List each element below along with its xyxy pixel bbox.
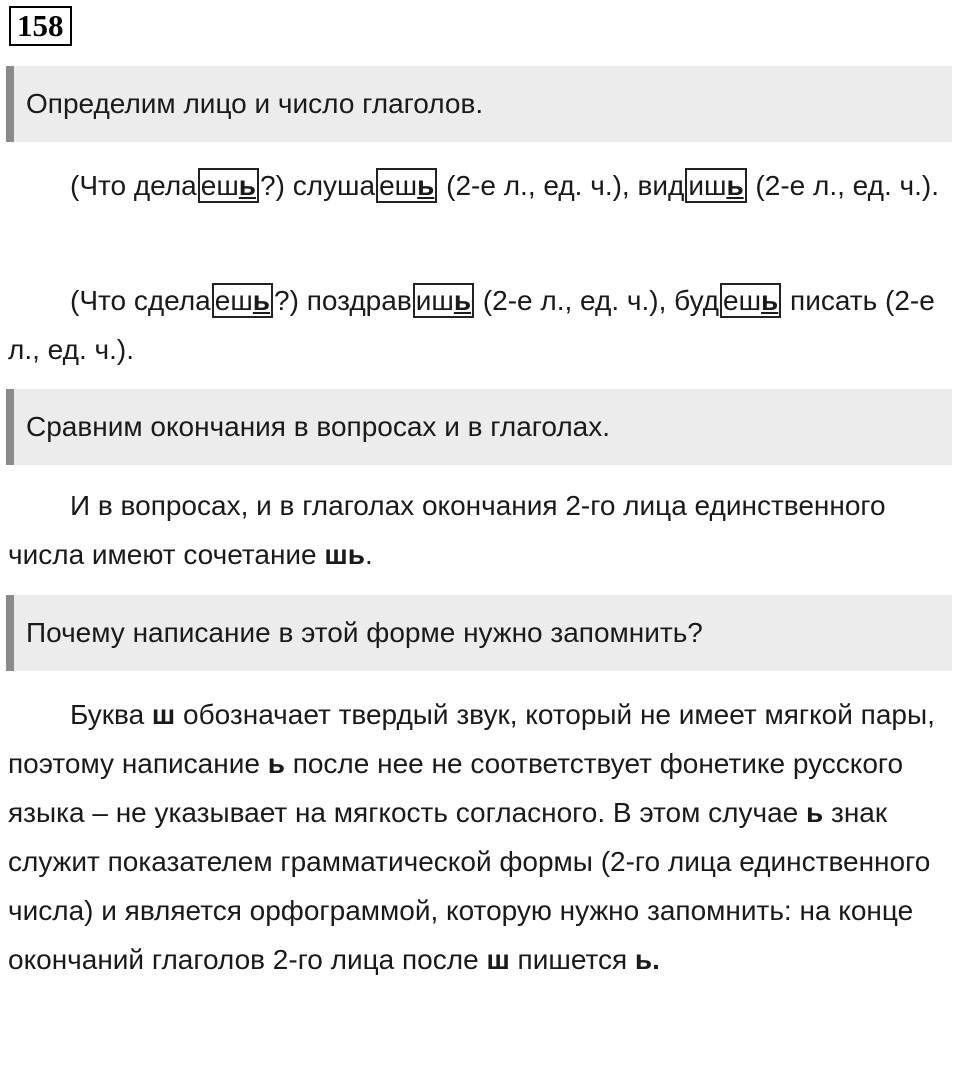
explanation-text: после нее не соответствует фонетике русского языка – не указывает на мягкость согласного. В этом случае [8, 748, 904, 828]
line-text: (Что дела [70, 170, 197, 201]
ending-box: ешь [376, 168, 437, 203]
section-header-1: Определим лицо и число глаголов. [6, 66, 952, 142]
exercise-number: 158 [9, 6, 72, 46]
section-header-2: Сравним окончания в вопросах и в глаголах. [6, 389, 952, 465]
ending-soft-sign: ь [726, 170, 744, 201]
line-text: (Что сдела [70, 285, 211, 316]
ending-box: ешь [212, 283, 273, 318]
bold-letter: ш [486, 944, 510, 975]
comparison-end: . [364, 539, 373, 570]
line-text: (2-е л., ед. ч.), вид [438, 170, 685, 201]
ending-box: ешь [198, 168, 259, 203]
ending-soft-sign: ь [252, 285, 271, 316]
verbs-paragraph-2 [8, 276, 952, 374]
bold-letter: ь. [634, 944, 660, 975]
ending-soft-sign: ь [761, 285, 779, 316]
ending-soft-sign: ь [453, 285, 472, 316]
bold-letters: шь [324, 539, 365, 570]
line-text: ?) поздрав [274, 285, 412, 316]
line-text: ?) слуша [260, 170, 376, 201]
ending-soft-sign: ь [417, 170, 435, 201]
verbs-paragraph-1 [8, 161, 952, 210]
explanation-text: знак служит показателем грамматической формы (2-го лица единственного числа) и является орфограммой, которую нужно запомнить: на конце окончаний глаголов 2-го лица после [8, 797, 931, 975]
explanation-paragraph [8, 690, 952, 984]
ending-box: ишь [685, 168, 746, 203]
comparison-text: И в вопросах, и в глаголах окончания 2-го лица единственного числа имеют сочетание [8, 490, 886, 570]
bold-letter: ш [151, 699, 176, 730]
explanation-text: пишется [509, 944, 635, 975]
line-text: (2-е л., ед. ч.). [747, 170, 940, 201]
line-text: писать (2-е л., ед. ч.). [8, 285, 935, 365]
ending-box: ешь [720, 283, 781, 318]
explanation-text: обозначает твердый звук, который не имеет мягкой пары, поэтому написание [8, 699, 935, 779]
bold-letter: ь [267, 748, 285, 779]
explanation-text: Буква [70, 699, 152, 730]
line-text: (2-е л., ед. ч.), буд [475, 285, 719, 316]
comparison-paragraph [8, 481, 952, 579]
section-header-3: Почему написание в этой форме нужно запомнить? [6, 595, 952, 671]
ending-box: ишь [413, 283, 474, 318]
ending-soft-sign: ь [238, 170, 257, 201]
bold-letter: ь [806, 797, 824, 828]
